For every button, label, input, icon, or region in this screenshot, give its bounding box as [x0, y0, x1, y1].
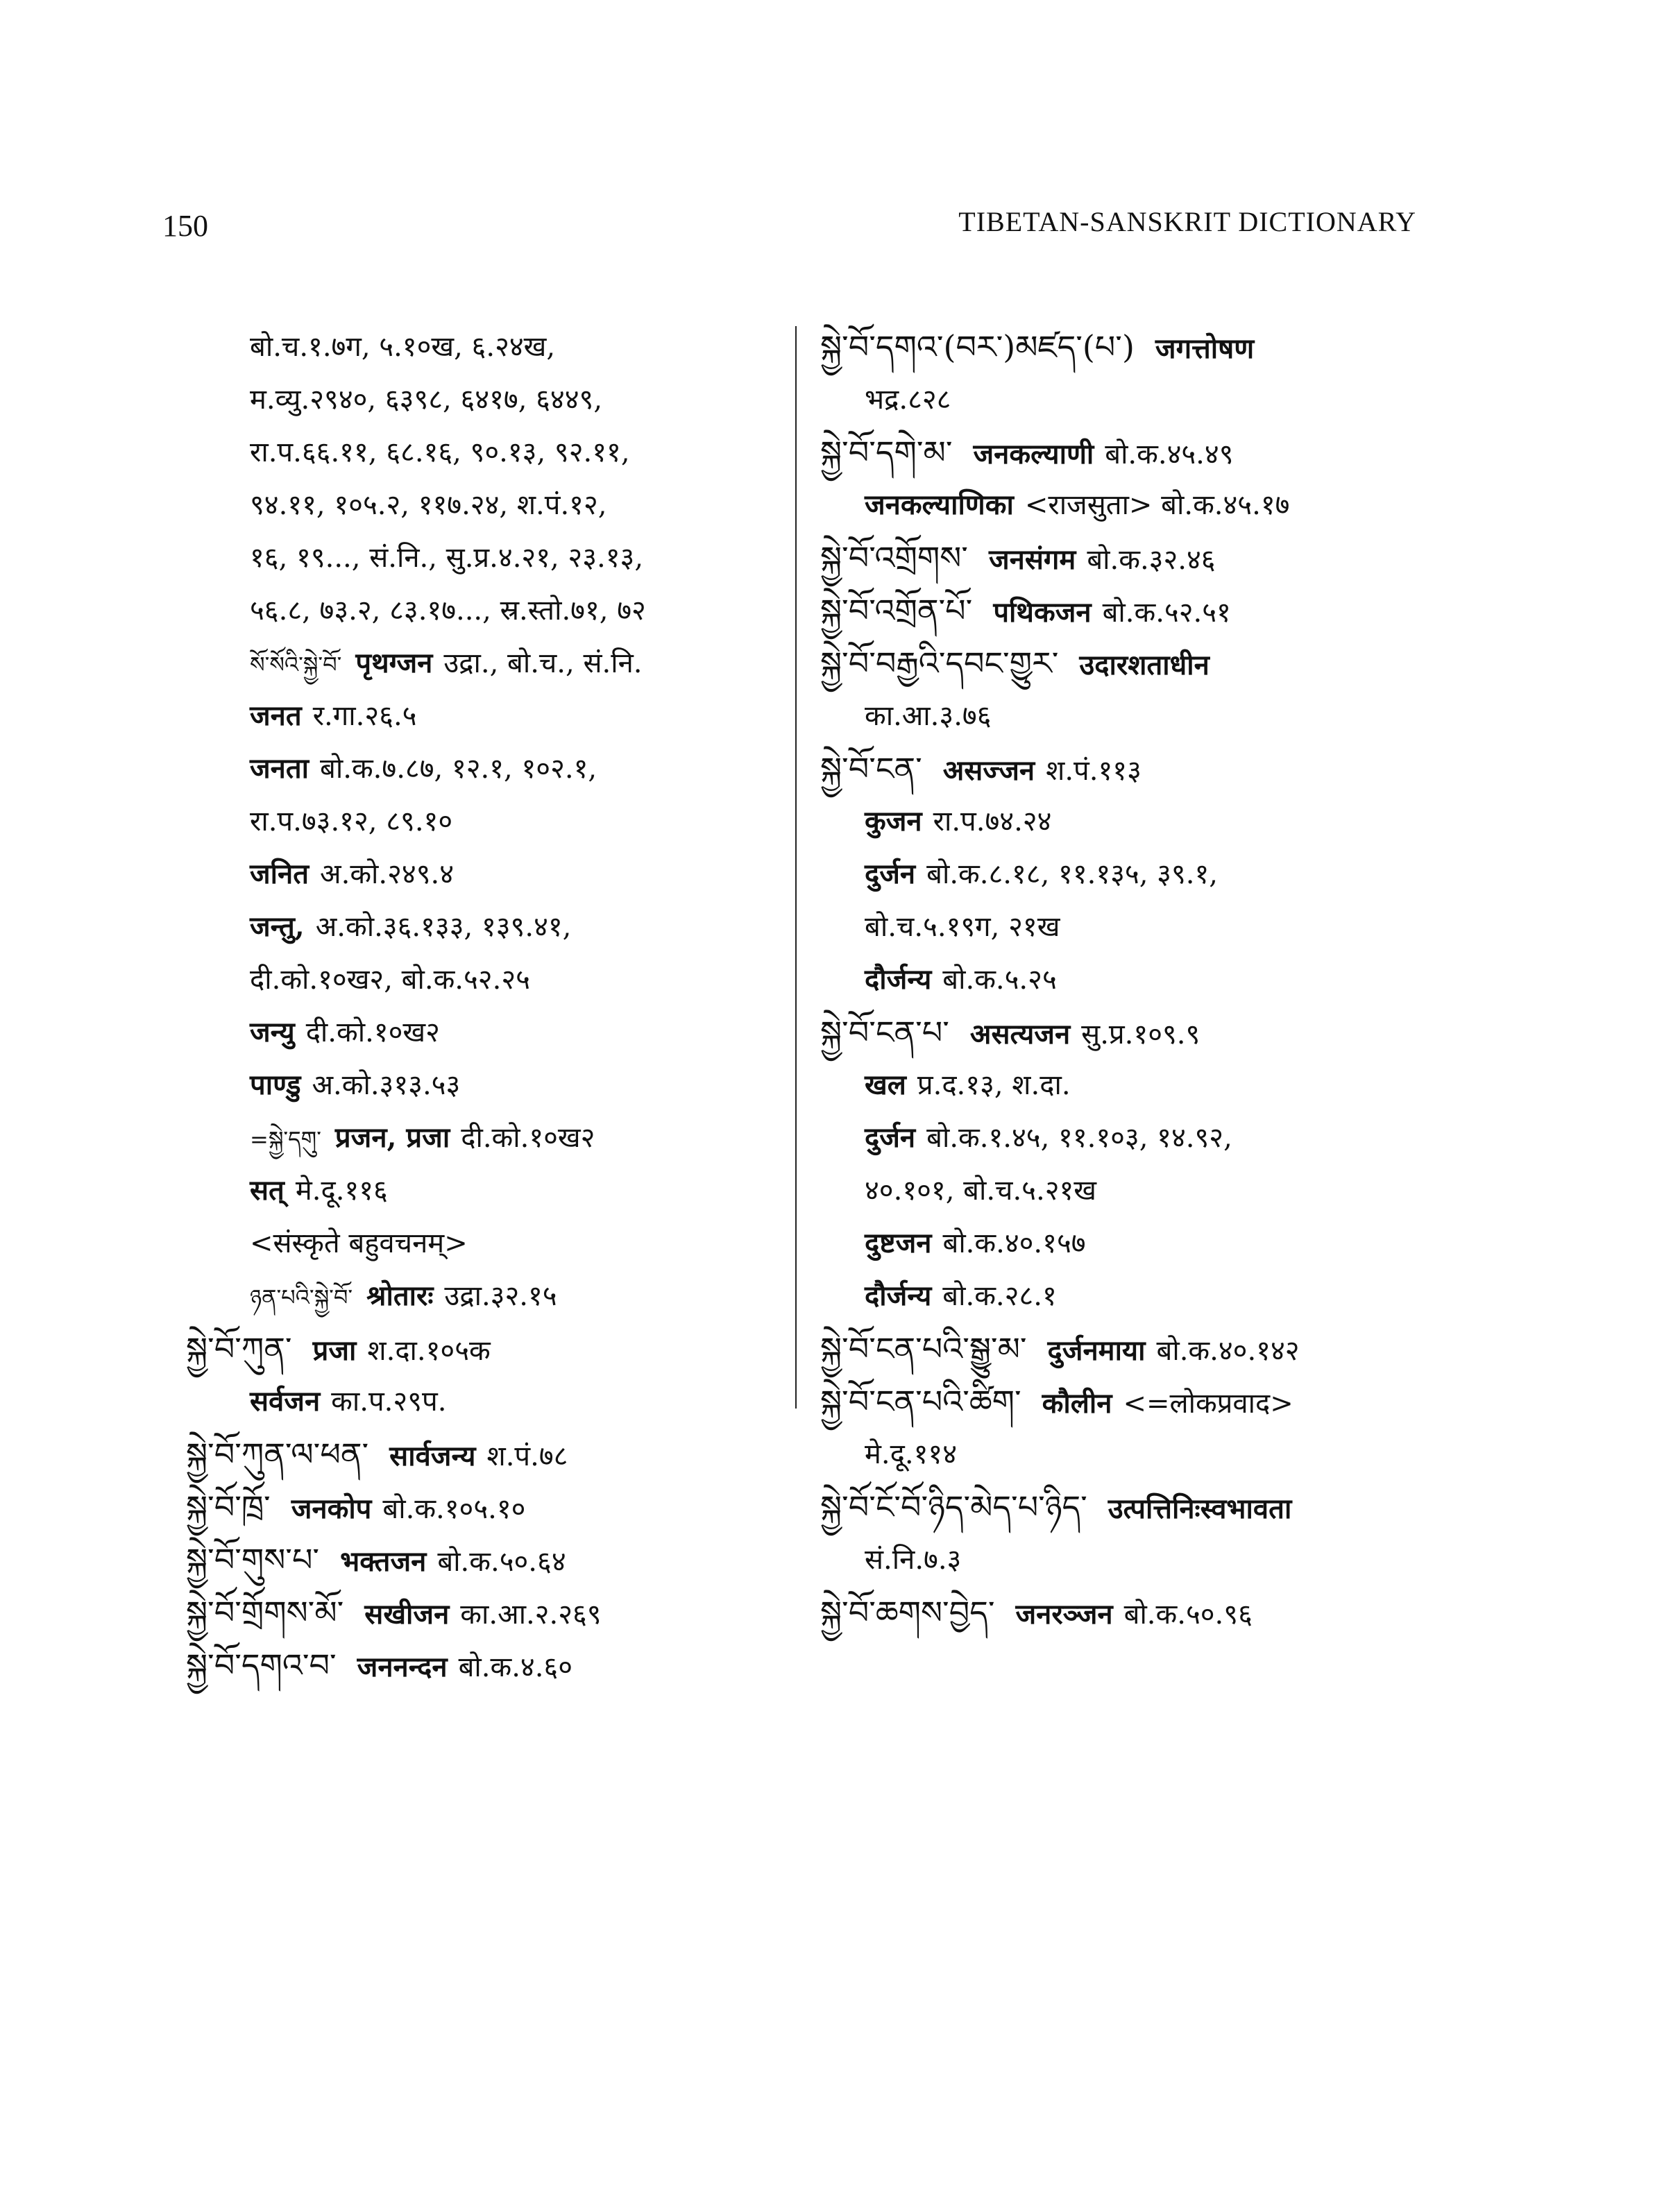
sanskrit-equivalent: जनत — [250, 699, 302, 732]
dictionary-line — [186, 1639, 783, 1692]
dictionary-line — [186, 795, 783, 848]
dictionary-line — [186, 1112, 783, 1164]
source-reference: दी.को.१०ख२, बो.क.५२.२५ — [250, 964, 530, 996]
dictionary-line — [820, 1481, 1445, 1533]
dictionary-line — [820, 1375, 1445, 1428]
dictionary-line — [820, 531, 1445, 584]
sanskrit-equivalent: दुर्जन — [865, 1121, 916, 1154]
source-reference: मे.दू.११६ — [295, 1175, 388, 1207]
dictionary-line — [820, 795, 1445, 848]
sanskrit-equivalent: जन्यु — [250, 1016, 295, 1048]
source-reference: ५६.८, ७३.२, ८३.१७..., स्र.स्तो.७१, ७२ — [250, 595, 646, 627]
sanskrit-equivalent: सर्वजन — [250, 1385, 321, 1418]
dictionary-line — [820, 1217, 1445, 1270]
dictionary-line — [186, 479, 783, 531]
source-reference: उद्रा.३२.१५ — [444, 1280, 557, 1312]
page-number: 150 — [162, 209, 208, 243]
tibetan-headword: སྐྱེ་བོ་ཀུན་ལ་ཕན་ — [186, 1436, 369, 1473]
tibetan-headword: སྐྱེ་བོ་ངན་ — [820, 750, 922, 788]
dictionary-line — [186, 690, 783, 742]
dictionary-line — [186, 426, 783, 479]
dictionary-line — [186, 531, 783, 584]
source-reference: बो.क.८.१८, ११.१३५, ३९.१, — [926, 858, 1218, 890]
source-reference: मे.दू.११४ — [865, 1438, 957, 1470]
source-reference: म.व्यु.२९४०, ६३९८, ६४१७, ६४४९, — [250, 384, 603, 416]
source-reference: १६, १९..., सं.नि., सु.प्र.४.२१, २३.१३, — [250, 542, 644, 574]
source-reference: बो.क.५०.९६ — [1123, 1599, 1253, 1631]
dictionary-line — [186, 1375, 783, 1428]
tibetan-headword: ཉན་པའི་སྐྱེ་བོ་ — [250, 1284, 353, 1311]
source-reference: रा.प.७४.२४ — [933, 806, 1052, 837]
sanskrit-equivalent: पृथग्जन — [355, 647, 433, 679]
sanskrit-equivalent: असत्यजन — [969, 1018, 1071, 1050]
tibetan-headword: སྐྱེ་བོ་གྲོགས་མོ་ — [186, 1594, 344, 1631]
sanskrit-equivalent: जनसंगम — [988, 543, 1076, 576]
source-reference: दी.को.१०ख२ — [461, 1122, 595, 1154]
source-reference: बो.क.४०.१४२ — [1156, 1335, 1300, 1367]
tibetan-headword: སྐྱེ་བོ་དགེ་མ་ — [820, 434, 953, 471]
sanskrit-equivalent: उदारशताधीन — [1079, 649, 1210, 681]
source-reference: र.गा.२६.५ — [312, 700, 417, 732]
sanskrit-equivalent: उत्पत्तिनिःस्वभावता — [1108, 1492, 1292, 1525]
sanskrit-equivalent: जनकल्याणिका — [865, 488, 1014, 521]
source-reference: ९४.११, १०५.२, ११७.२४, श.पं.१२, — [250, 489, 607, 521]
dictionary-line — [186, 584, 783, 637]
dictionary-line — [820, 1112, 1445, 1164]
dictionary-line — [820, 1322, 1445, 1375]
source-reference: बो.क.४५.४९ — [1105, 439, 1234, 470]
source-reference: सु.प्र.१०९.९ — [1081, 1019, 1200, 1050]
source-reference: अ.को.३६.१३३, १३९.४१, — [315, 911, 572, 943]
dictionary-line — [820, 690, 1445, 742]
tibetan-headword: སྐྱེ་བོ་ངན་པའི་སྒྱུ་མ་ — [820, 1330, 1027, 1368]
dictionary-line — [820, 953, 1445, 1006]
source-reference: उद्रा., बो.च., सं.नि. — [443, 647, 643, 679]
dictionary-line — [186, 321, 783, 373]
source-reference: <=लोकप्रवाद> — [1123, 1388, 1293, 1420]
dictionary-line — [820, 1533, 1445, 1586]
sanskrit-equivalent: जननन्दन — [357, 1651, 448, 1683]
source-reference: बो.क.३२.४६ — [1087, 544, 1216, 576]
dictionary-line — [820, 426, 1445, 479]
dictionary-line — [186, 1481, 783, 1533]
sanskrit-equivalent: प्रजा — [312, 1334, 357, 1367]
dictionary-line — [186, 1059, 783, 1112]
source-reference: सं.नि.७.३ — [865, 1544, 962, 1576]
source-reference: रा.प.७३.१२, ८९.१० — [250, 806, 453, 837]
tibetan-headword: སྐྱེ་བོ་ངོ་བོ་ཉིད་མེད་པ་ཉིད་ — [820, 1488, 1087, 1526]
sanskrit-equivalent: जनरञ्जन — [1015, 1598, 1113, 1631]
source-reference: बो.क.४.६० — [458, 1651, 573, 1683]
source-reference: बो.क.१.४५, ११.१०३, १४.९२, — [926, 1122, 1232, 1154]
source-reference: <राजसुता> बो.क.४५.१७ — [1024, 489, 1290, 521]
source-reference: दी.को.१०ख२ — [305, 1016, 440, 1048]
source-reference: अ.को.३१३.५३ — [312, 1069, 461, 1101]
tibetan-headword: སྐྱེ་བོ་ངན་པའི་ཚིག་ — [820, 1383, 1021, 1420]
sanskrit-equivalent: पथिकजन — [993, 596, 1092, 629]
dictionary-line — [186, 1006, 783, 1059]
running-head: TIBETAN-SANSKRIT DICTIONARY — [958, 206, 1416, 237]
dictionary-line — [820, 479, 1445, 531]
tibetan-headword: སྐྱེ་བོ་འགྲོན་པོ་ — [820, 592, 973, 629]
source-reference: का.आ.२.२६९ — [460, 1599, 602, 1631]
source-reference: बो.क.५२.५१ — [1102, 597, 1231, 629]
source-reference: श.पं.११३ — [1046, 755, 1142, 787]
dictionary-line — [186, 1164, 783, 1217]
tibetan-headword: སྐྱེ་བོ་བརྒྱའི་དབང་གྱུར་ — [820, 645, 1059, 682]
dictionary-line — [820, 1006, 1445, 1059]
sanskrit-equivalent: दुर्जन — [865, 858, 916, 890]
sanskrit-equivalent: दौर्जन्य — [865, 963, 932, 996]
tibetan-headword: སོ་སོའི་སྐྱེ་བོ་ — [250, 652, 342, 678]
sanskrit-equivalent: प्रजन, प्रजा — [334, 1121, 450, 1154]
source-reference: ४०.१०१, बो.च.५.२१ख — [865, 1175, 1097, 1207]
dictionary-line — [820, 1164, 1445, 1217]
left-column — [186, 321, 783, 1692]
source-reference: श.दा.१०५क — [367, 1335, 491, 1367]
sanskrit-equivalent: दुर्जनमाया — [1047, 1334, 1146, 1367]
column-divider — [795, 326, 797, 1409]
source-reference: प्र.द.१३, श.दा. — [917, 1069, 1071, 1101]
source-reference: बो.क.५०.६४ — [437, 1546, 566, 1578]
sanskrit-equivalent: जगत्तोषण — [1155, 332, 1255, 365]
sanskrit-equivalent: जन्तु, — [250, 910, 305, 943]
dictionary-line — [820, 321, 1445, 373]
sanskrit-equivalent: सार्वजन्य — [389, 1440, 476, 1472]
dictionary-line — [820, 742, 1445, 795]
source-reference: बो.क.२८.१ — [942, 1280, 1057, 1312]
dictionary-line — [820, 901, 1445, 953]
dictionary-line — [186, 848, 783, 901]
sanskrit-equivalent: जनकोप — [291, 1492, 372, 1525]
dictionary-line — [820, 373, 1445, 426]
source-reference: बो.च.१.७ग, ५.१०ख, ६.२४ख, — [250, 331, 556, 363]
tibetan-headword: =སྐྱེ་དགུ་ — [250, 1126, 321, 1152]
dictionary-line — [820, 1428, 1445, 1481]
dictionary-line — [820, 848, 1445, 901]
dictionary-line — [186, 1322, 783, 1375]
dictionary-line — [820, 1059, 1445, 1112]
source-reference: रा.प.६६.११, ६८.१६, ९०.१३, ९२.११, — [250, 436, 630, 468]
source-reference: का.आ.३.७६ — [865, 700, 992, 732]
source-reference: का.प.२९प. — [331, 1386, 447, 1418]
dictionary-line — [186, 1217, 783, 1270]
sanskrit-equivalent: खल — [865, 1069, 906, 1101]
dictionary-line — [186, 901, 783, 953]
dictionary-line — [186, 637, 783, 690]
dictionary-line — [820, 1586, 1445, 1639]
dictionary-line — [186, 1533, 783, 1586]
dictionary-line — [186, 953, 783, 1006]
source-reference: बो.क.७.८७, १२.१, १०२.१, — [320, 753, 597, 785]
sanskrit-equivalent: दौर्जन्य — [865, 1279, 932, 1312]
dictionary-line — [820, 584, 1445, 637]
sanskrit-equivalent: जनकल्याणी — [973, 438, 1094, 470]
right-column — [820, 321, 1445, 1639]
sanskrit-equivalent: कौलीन — [1042, 1387, 1112, 1420]
tibetan-headword: སྐྱེ་བོ་ཀུན་ — [186, 1330, 292, 1368]
tibetan-headword: སྐྱེ་བོ་ཁྲོ་ — [186, 1488, 271, 1526]
tibetan-headword: སྐྱེ་བོ་གུས་པ་ — [186, 1541, 320, 1579]
sanskrit-equivalent: सत् — [250, 1174, 285, 1207]
source-reference: <संस्कृते बहुवचनम्> — [250, 1227, 468, 1259]
dictionary-line — [186, 1428, 783, 1481]
sanskrit-equivalent: जनित — [250, 858, 309, 890]
dictionary-line — [820, 1270, 1445, 1322]
dictionary-line — [186, 373, 783, 426]
tibetan-headword: སྐྱེ་བོ་ངན་པ་ — [820, 1014, 949, 1051]
source-reference: बो.क.१०५.१० — [382, 1493, 526, 1525]
dictionary-line — [186, 742, 783, 795]
tibetan-headword: སྐྱེ་བོ་དགའ་བ་ — [186, 1647, 337, 1684]
sanskrit-equivalent: सखीजन — [364, 1598, 450, 1631]
sanskrit-equivalent: भक्तजन — [340, 1545, 427, 1578]
source-reference: भद्र.८२८ — [865, 384, 951, 416]
source-reference: बो.क.५.२५ — [942, 964, 1057, 996]
dictionary-line — [186, 1586, 783, 1639]
tibetan-headword: སྐྱེ་བོ་འགྲོགས་ — [820, 539, 968, 577]
tibetan-headword: སྐྱེ་བོ་དགའ་(བར་)མཛད་(པ་) — [820, 328, 1135, 366]
source-reference: बो.च.५.१९ग, २१ख — [865, 911, 1060, 943]
sanskrit-equivalent: कुजन — [865, 805, 922, 837]
source-reference: श.पं.७८ — [486, 1440, 568, 1472]
source-reference: बो.क.४०.१५७ — [942, 1227, 1086, 1259]
source-reference: अ.को.२४९.४ — [320, 858, 455, 890]
sanskrit-equivalent: दुष्टजन — [865, 1227, 932, 1259]
sanskrit-equivalent: जनता — [250, 752, 309, 785]
dictionary-line — [186, 1270, 783, 1322]
sanskrit-equivalent: श्रोतारः — [366, 1279, 434, 1312]
sanskrit-equivalent: असज्जन — [942, 754, 1035, 787]
dictionary-line — [820, 637, 1445, 690]
sanskrit-equivalent: पाण्डु — [250, 1069, 301, 1101]
tibetan-headword: སྐྱེ་བོ་ཆགས་བྱེད་ — [820, 1594, 995, 1631]
